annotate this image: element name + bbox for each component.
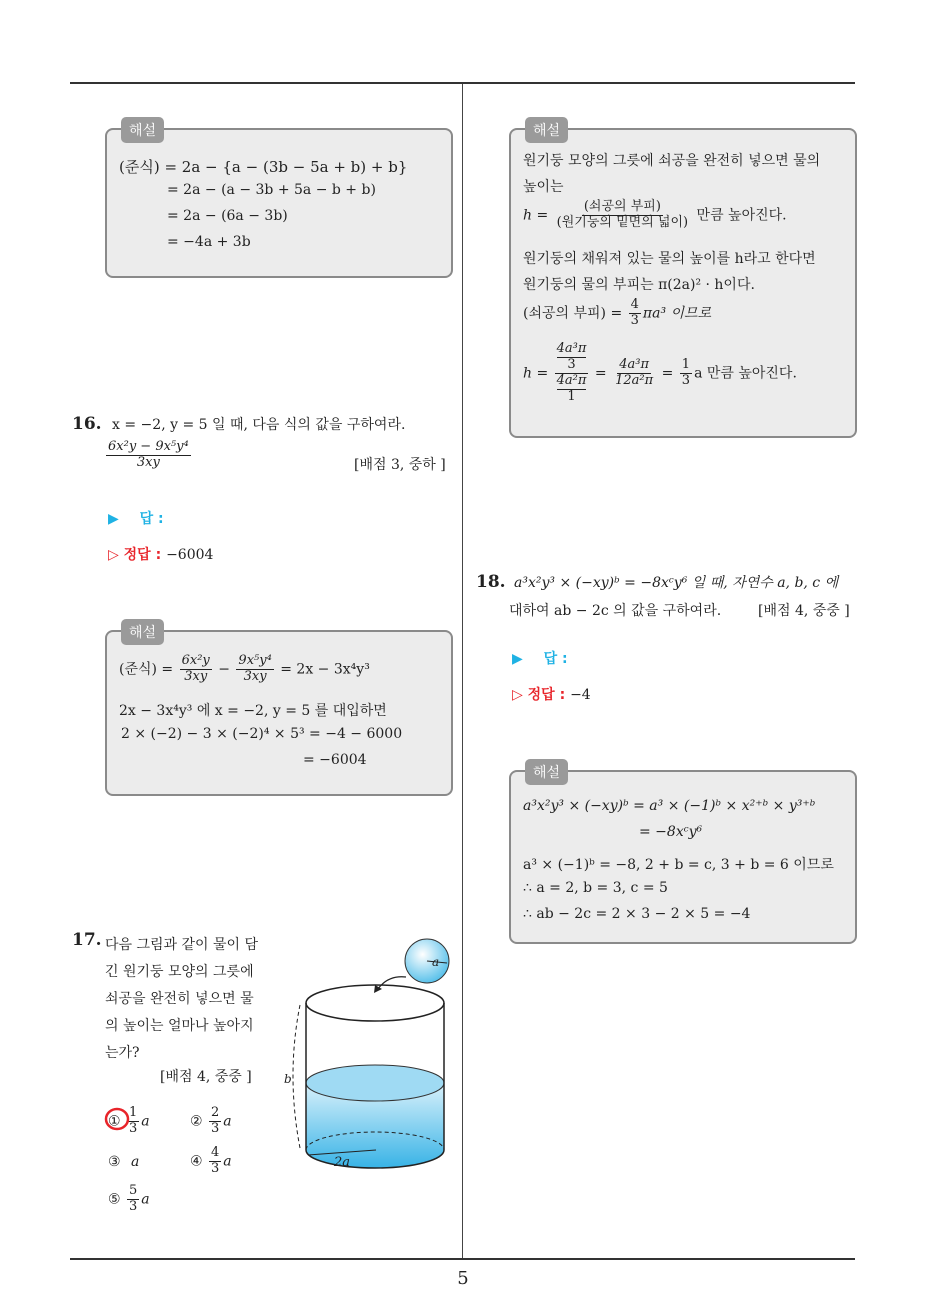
solution-line: 높이는 (523, 179, 564, 195)
solution-box-15 (105, 123, 453, 278)
diameter-label: 2a (334, 1155, 351, 1170)
solution-line-1: (준식) = $\frac{\text{6x²y}}{3xy}$ − $\frac{\text{9x⁵y⁴}}{3xy}$ = 2x − 3x⁴y³ (119, 653, 370, 684)
answer-label: 답 : (139, 511, 164, 527)
answer-row-18 (512, 648, 568, 668)
choice-mark: ④ (190, 1153, 203, 1170)
question-text-line: 다음 그림과 같이 물이 담 (105, 937, 259, 953)
question-text: x = −2, y = 5 일 때, 다음 식의 값을 구하여라. (112, 417, 406, 433)
answer-arrow-icon: ▶ (512, 651, 523, 667)
solution-line-3: 2 × (−2) − 3 × (−2)⁴ × 5³ = −4 − 6000 (121, 726, 403, 742)
question-text-line: 대하여 ab − 2c 의 값을 구하여라. (509, 603, 722, 619)
question-16-expression (104, 440, 193, 471)
question-text-line: 쇠공을 완전히 넣으면 물 (105, 991, 254, 1007)
question-text-line: 긴 원기둥 모양의 그릇에 (105, 964, 254, 980)
page-number: 5 (457, 1268, 469, 1289)
choice-mark: ⑤ (108, 1191, 121, 1208)
answer-arrow-icon: ▶ (108, 511, 119, 527)
correct-row-16 (108, 544, 213, 564)
question-16 (72, 414, 405, 434)
solution-line: = −4a + 3b (167, 234, 251, 250)
solution-line: 원기둥 모양의 그릇에 쇠공을 완전히 넣으면 물의 (523, 153, 821, 169)
solution-line: h = 4a³π 3 4a²π 1 = $\frac{\text{4a³π}}{\text{12a²π}}$ = $\frac{1}{3}$ a 만큼 높아진다. (523, 341, 797, 404)
question-text-line: 의 높이는 얼마나 높아지 (105, 1018, 254, 1034)
solution-line: = 2a − (a − 3b + 5a − b + b) (167, 182, 376, 198)
question-18 (476, 572, 838, 592)
solution-line: (준식) = 2a − {a − (3b − 5a + b) + b} (119, 158, 408, 176)
solution-tag: 해설 (525, 759, 568, 785)
selected-circle-icon (104, 1106, 130, 1132)
choice-1[interactable]: ① $\frac{1}{3}$ a (108, 1105, 150, 1136)
choice-5[interactable]: ⑤ $\frac{5}{3}$ a (108, 1183, 150, 1214)
correct-arrow-icon: ▷ (512, 687, 523, 703)
solution-tag: 해설 (121, 619, 164, 645)
solution-line: ∴ ab − 2c = 2 × 3 − 2 × 5 = −4 (523, 906, 751, 922)
column-divider (462, 84, 463, 1259)
correct-value: −4 (570, 687, 591, 703)
choice-mark: ③ (108, 1154, 121, 1170)
correct-arrow-icon: ▷ (108, 547, 119, 563)
question-text: a³x²y³ × (−xy)ᵇ = −8xᶜy⁶ 일 때, 자연수 a, b, c 에 (514, 575, 839, 591)
solution-box-17 (509, 123, 857, 438)
question-number: 18. (476, 572, 506, 592)
correct-label: 정답 : (527, 687, 566, 703)
solution-line: ∴ a = 2, b = 3, c = 5 (523, 880, 668, 896)
answer-label: 답 : (543, 651, 568, 667)
question-17-points: [배점 4, 중중 ] (160, 1069, 252, 1085)
question-18-points: [배점 4, 중중 ] (758, 603, 850, 619)
solution-line: (쇠공의 부피) = $\frac{4}{3}$ πa³ 이므로 (523, 297, 712, 328)
solution-line: 원기둥의 물의 부피는 π(2a)² · h이다. (523, 277, 755, 293)
solution-line: a³x²y³ × (−xy)ᵇ = a³ × (−1)ᵇ × x²⁺ᵇ × y³⁺ᵇ (523, 798, 816, 814)
solution-tag: 해설 (525, 117, 568, 143)
choice-2[interactable]: ② $\frac{2}{3}$ a (190, 1105, 232, 1136)
solution-line: 원기둥의 채워져 있는 물의 높이를 h라고 한다면 (523, 251, 816, 267)
choice-mark: ① (108, 1113, 121, 1130)
solution-line: = 2a − (6a − 3b) (167, 208, 288, 224)
question-number: 16. (72, 414, 102, 434)
solution-line: = −8xᶜy⁶ (639, 824, 703, 840)
expr-denominator: 3xy (136, 454, 160, 470)
choice-mark: ② (190, 1113, 203, 1130)
cylinder-figure (278, 935, 458, 1180)
bottom-rule (70, 1258, 855, 1260)
solution-box-16 (105, 625, 453, 796)
correct-row-18 (512, 684, 591, 704)
choice-4[interactable]: ④ $\frac{4}{3}$ a (190, 1145, 232, 1176)
solution-line-2: 2x − 3x⁴y³ 에 x = −2, y = 5 를 대입하면 (119, 703, 387, 719)
solution-line: h = $\frac{\text{(쇠공의 부피)}}{\text{(원기둥의 밑면의 넓이)}}$ 만큼 높아진다. (523, 199, 787, 230)
correct-value: −6004 (166, 547, 214, 563)
choice-3[interactable]: ③ a (108, 1154, 140, 1170)
expr-numerator: 6x²y − 9x⁵y⁴ (108, 439, 189, 454)
solution-tag: 해설 (121, 117, 164, 143)
question-text-line: 는가? (105, 1045, 140, 1061)
solution-box-18 (509, 765, 857, 944)
question-16-points: [배점 3, 중하 ] (354, 457, 446, 473)
answer-row-16 (108, 508, 164, 528)
question-17 (72, 930, 102, 950)
height-label: b (284, 1072, 292, 1086)
solution-line: a³ × (−1)ᵇ = −8, 2 + b = c, 3 + b = 6 이므로 (523, 857, 834, 873)
sphere-radius-label: a (432, 955, 440, 969)
solution-line-4: = −6004 (303, 752, 367, 768)
correct-label: 정답 : (123, 547, 162, 563)
question-number: 17. (72, 930, 102, 950)
